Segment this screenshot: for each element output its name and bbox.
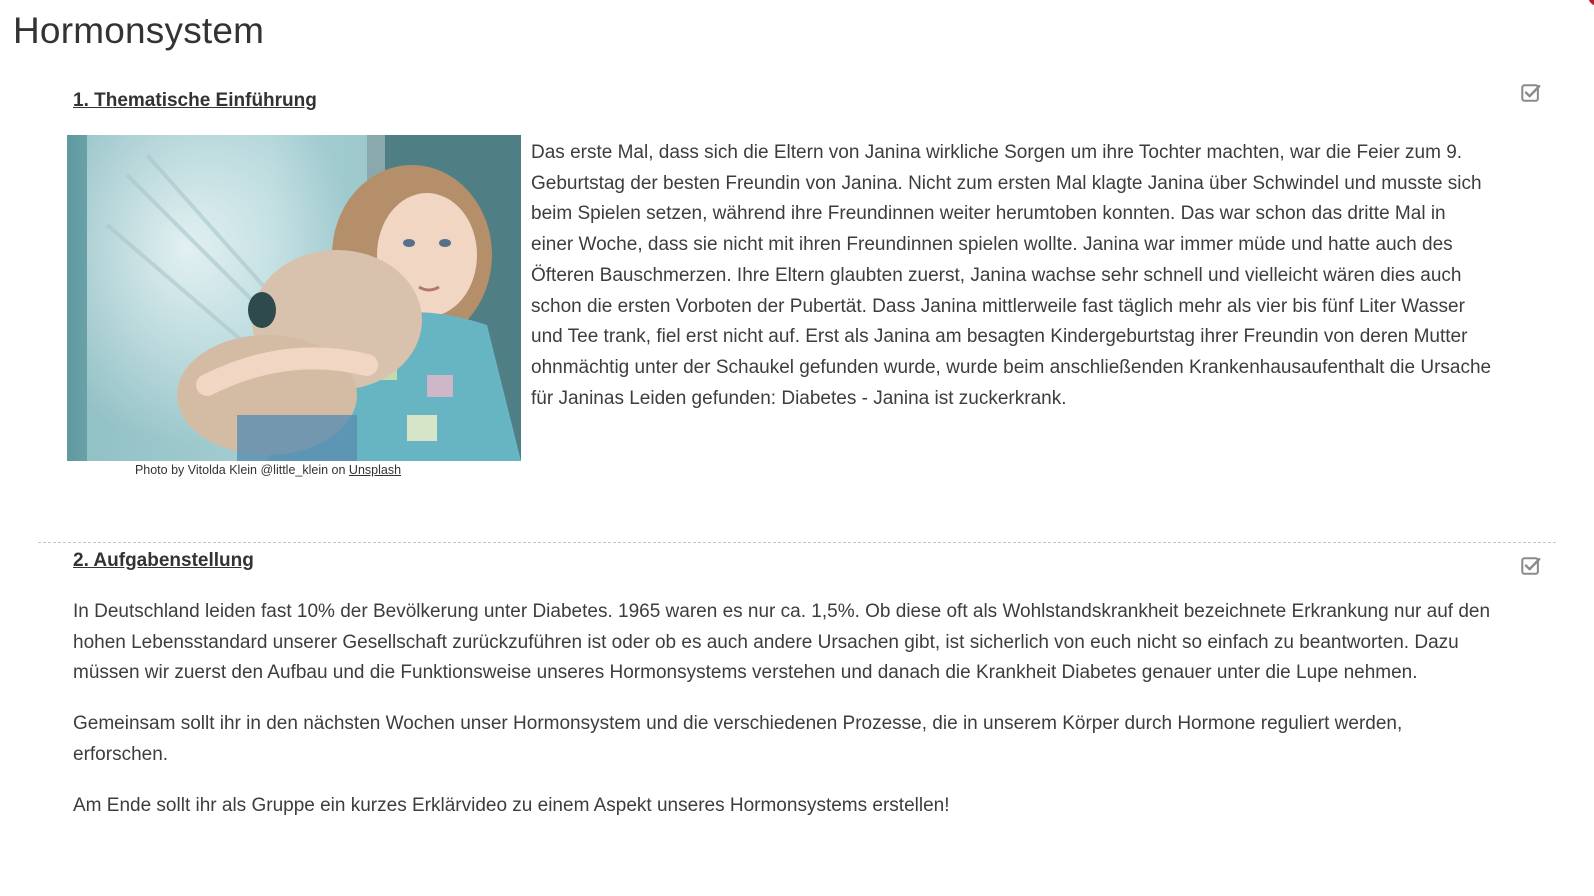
photo-girl-with-teddy: [67, 135, 521, 461]
section-heading: 2. Aufgabenstellung: [73, 550, 254, 571]
section-heading: 1. Thematische Einführung: [73, 90, 317, 111]
page-title: Hormonsystem: [13, 10, 265, 51]
photo-caption: [67, 463, 469, 477]
intro-story-text: Das erste Mal, dass sich die Eltern von Janina wirkliche Sorgen um ihre Tochter machten, war die Feier zum 9. Geburtstag der besten Freundin von Janina. Nicht zum ersten Mal klagte Janina über Schwindel und musste sich beim Spielen setzen, während ihre Freundinnen weiter herumtoben konnten. Das war schon das dritte Mal in einer Woche, dass sie nicht mit ihren Freundinnen spielen wollte. Janina war immer müde und hatte auch des Öfteren Bauschmerzen. Ihre Eltern glaubten zuerst, Janina wachse sehr schnell und vielleicht wären dies auch schon die ersten Vorboten der Pubertät. Dass Janina mittlerweile fast täglich mehr als vier bis fünf Liter Wasser und Tee trank, fiel erst nicht auf. Erst als Janina am besagten Kindergeburtstag ihrer Freundin von deren Mutter ohnmächtig unter der Schaukel gefunden wurde, wurde beim anschließenden Krankenhausaufenthalt die Ursache für Janinas Leiden gefunden: Diabetes - Janina ist zuckerkrank.: [531, 142, 1492, 409]
checkbox-checked-icon[interactable]: [1520, 555, 1542, 577]
task-paragraph: Am Ende sollt ihr als Gruppe ein kurzes Erklärvideo zu einem Aspekt unseres Hormonsystems erstellen!: [73, 794, 950, 816]
task-paragraph: In Deutschland leiden fast 10% der Bevölkerung unter Diabetes. 1965 waren es nur ca. 1,5%. Ob diese oft als Wohlstandskrankheit bezeichnete Erkrankung nur auf den hohen Lebensstandard unserer Gesellschaft zurückzuführen ist oder ob es auch andere Ursachen gibt, ist sicherlich von euch nicht so einfach zu beantworten. Dazu müssen wir zuerst den Aufbau und die Funktionsweise unseres Hormonsystems verstehen und danach die Krankheit Diabetes genauer unter die Lupe nehmen.: [73, 601, 1491, 684]
notification-badge[interactable]: [1588, 0, 1594, 6]
caption-text: Photo by Vitolda Klein @little_klein on: [134, 463, 349, 477]
checkbox-checked-icon[interactable]: [1520, 82, 1542, 104]
task-description: [73, 597, 1493, 841]
unsplash-link[interactable]: Unsplash: [348, 463, 402, 477]
task-paragraph: Gemeinsam sollt ihr in den nächsten Wochen unser Hormonsystem und die verschiedenen Prozesse, die in unserem Körper durch Hormone reguliert werden, erforschen.: [73, 713, 1403, 765]
section-task: [38, 542, 1556, 816]
